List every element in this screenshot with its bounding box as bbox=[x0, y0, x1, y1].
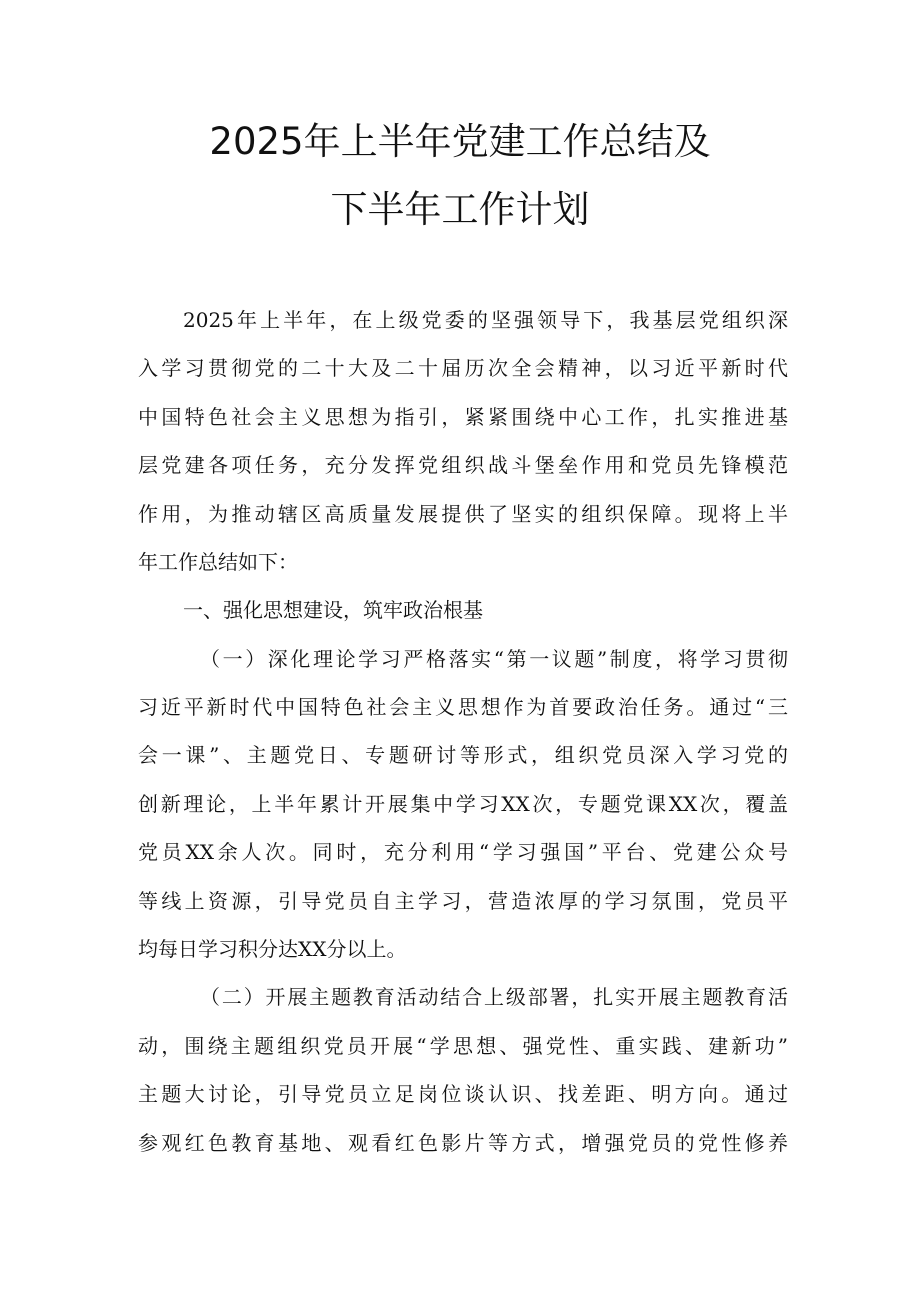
body-line: 作用，为推动辖区高质量发展提供了坚实的组织保障。现将上半 bbox=[138, 502, 788, 526]
document-title-line-1: 2025年上半年党建工作总结及 bbox=[209, 120, 711, 163]
body-line: 党员XX余人次。同时，充分利用“学习强国”平台、党建公众号 bbox=[138, 840, 788, 864]
body-line: 参观红色教育基地、观看红色影片等方式，增强党员的党性修养 bbox=[138, 1131, 788, 1155]
body-line: 入学习贯彻党的二十大及二十届历次全会精神，以习近平新时代 bbox=[138, 356, 788, 380]
subsection-line: （二）开展主题教育活动结合上级部署，扎实开展主题教育活 bbox=[200, 985, 788, 1009]
subsection-line: （一）深化理论学习严格落实“第一议题”制度，将学习贯彻 bbox=[200, 647, 788, 671]
body-line: 动，围绕主题组织党员开展“学思想、强党性、重实践、建新功” bbox=[138, 1034, 788, 1058]
body-line: 均每日学习积分达XX分以上。 bbox=[138, 937, 407, 961]
body-line: 会一课”、主题党日、专题研讨等形式，组织党员深入学习党的 bbox=[138, 743, 788, 767]
body-line: 层党建各项任务，充分发挥党组织战斗堡垒作用和党员先锋模范 bbox=[138, 453, 788, 477]
document-title-line-2: 下半年工作计划 bbox=[330, 188, 590, 231]
body-line: 2025年上半年，在上级党委的坚强领导下，我基层党组织深 bbox=[183, 308, 788, 332]
body-line: 主题大讨论，引导党员立足岗位谈认识、找差距、明方向。通过 bbox=[138, 1082, 788, 1106]
body-line: 年工作总结如下： bbox=[138, 550, 298, 574]
body-line: 创新理论，上半年累计开展集中学习XX次，专题党课XX次，覆盖 bbox=[138, 792, 788, 816]
section-heading: 一、强化思想建设，筑牢政治根基 bbox=[183, 598, 483, 622]
body-line: 中国特色社会主义思想为指引，紧紧围绕中心工作，扎实推进基 bbox=[138, 405, 788, 429]
body-line: 习近平新时代中国特色社会主义思想作为首要政治任务。通过“三 bbox=[138, 695, 788, 719]
body-line: 等线上资源，引导党员自主学习，营造浓厚的学习氛围，党员平 bbox=[138, 889, 788, 913]
